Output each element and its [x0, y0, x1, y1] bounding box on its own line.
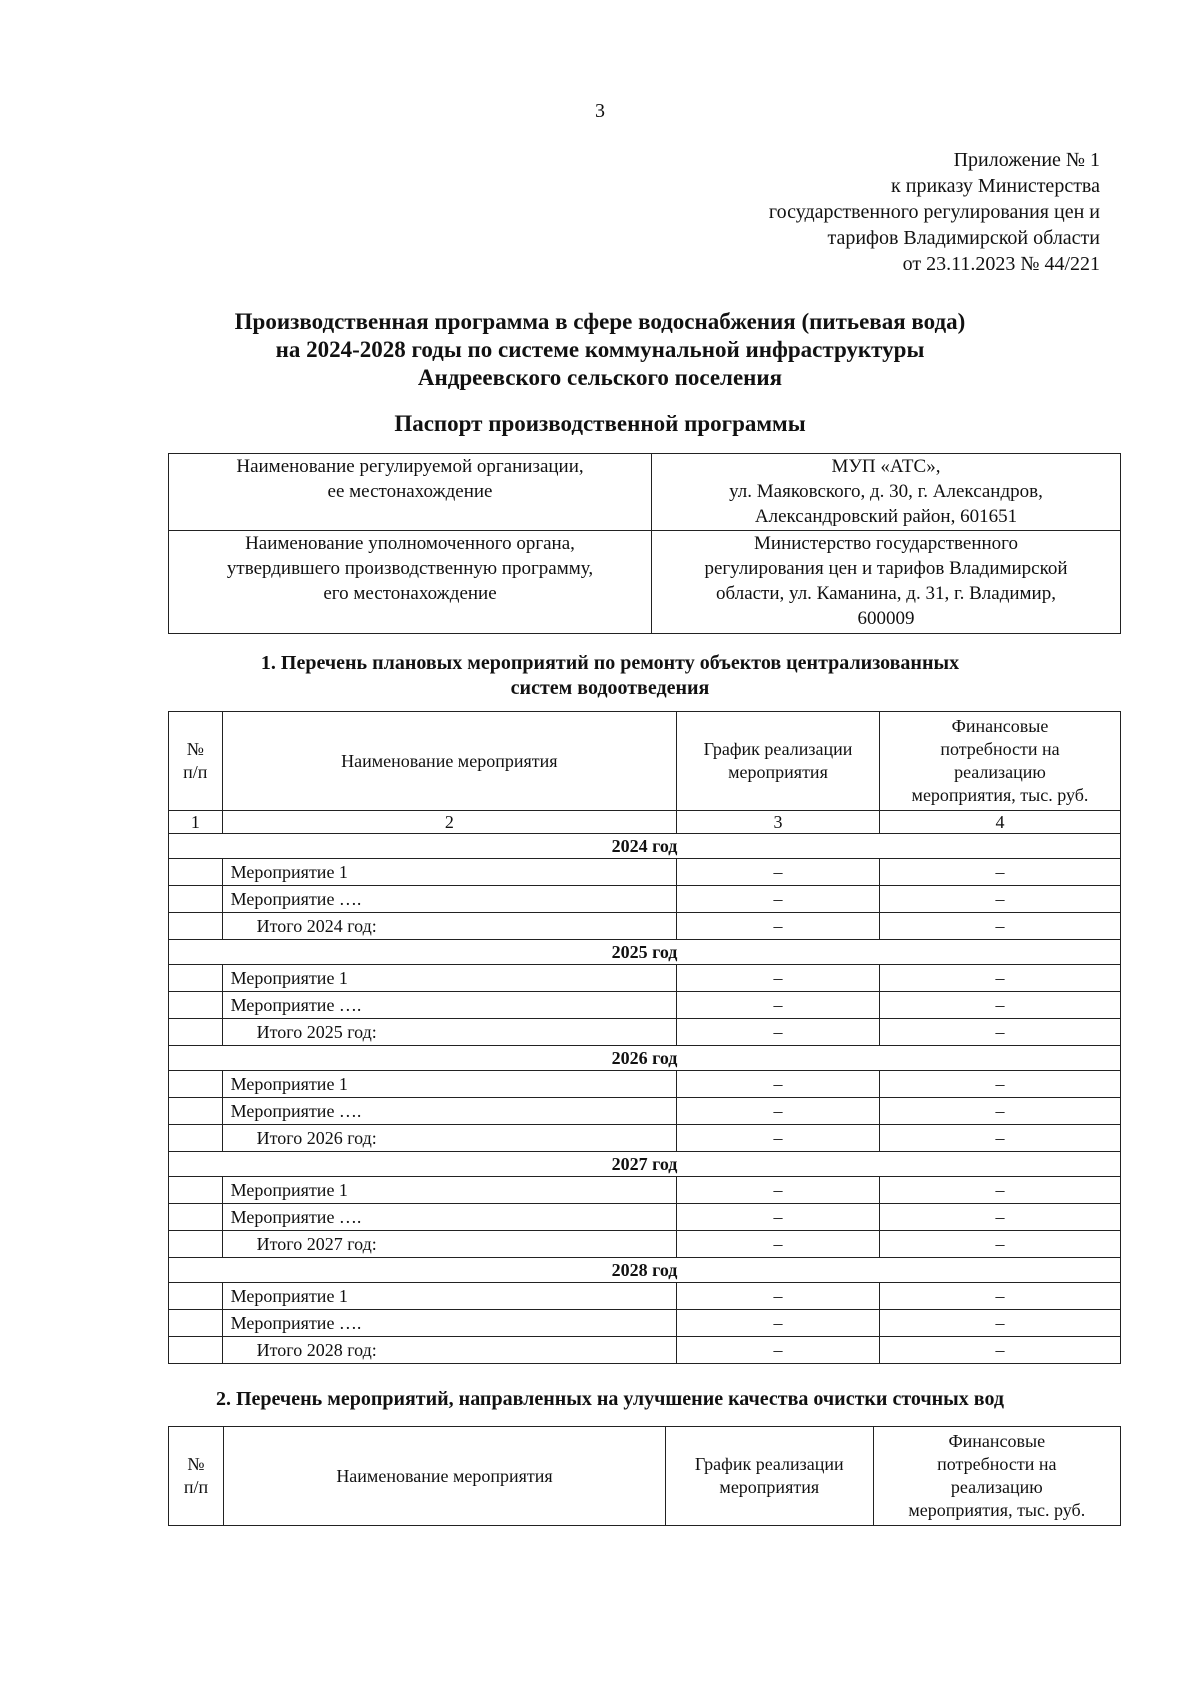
event-name: Мероприятие ….	[222, 1310, 676, 1337]
event-name: Мероприятие ….	[222, 1098, 676, 1125]
row-number-cell	[169, 1098, 223, 1125]
column-number: 1	[169, 811, 223, 834]
finance-cell: –	[879, 1283, 1120, 1310]
row-number-cell	[169, 859, 223, 886]
repair-events-body	[169, 834, 1121, 1364]
schedule-cell: –	[677, 1310, 880, 1337]
row-number-cell	[169, 1204, 223, 1231]
table-row	[169, 886, 1121, 913]
finance-cell: –	[879, 1177, 1120, 1204]
table-row	[169, 992, 1121, 1019]
year-label: 2027 год	[169, 1152, 1121, 1177]
year-label: 2028 год	[169, 1258, 1121, 1283]
total-label: Итого 2028 год:	[222, 1337, 676, 1364]
schedule-cell: –	[677, 859, 880, 886]
finance-cell: –	[879, 965, 1120, 992]
quality-events-table	[168, 1426, 1121, 1526]
table-row	[169, 1098, 1121, 1125]
total-label: Итого 2024 год:	[222, 913, 676, 940]
event-name: Мероприятие 1	[222, 1283, 676, 1310]
header-name: Наименование мероприятия	[224, 1427, 666, 1526]
finance-cell: –	[879, 1019, 1120, 1046]
row-number-cell	[169, 886, 223, 913]
passport-text: утвердившего производственную программу,	[226, 558, 594, 579]
header-finance: Финансовые потребности на реализацию мероприятия, тыс. руб.	[879, 712, 1120, 811]
finance-cell: –	[879, 1204, 1120, 1231]
passport-label-cell	[169, 454, 652, 531]
schedule-cell: –	[677, 1204, 880, 1231]
year-label: 2025 год	[169, 940, 1121, 965]
passport-row	[169, 454, 1121, 531]
event-name: Мероприятие 1	[222, 1071, 676, 1098]
table-row	[169, 1125, 1121, 1152]
year-row	[169, 1258, 1121, 1283]
finance-cell: –	[879, 1071, 1120, 1098]
passport-value-cell	[652, 531, 1121, 634]
passport-value-cell	[652, 454, 1121, 531]
header-num: № п/п	[169, 1427, 224, 1526]
passport-label-cell	[169, 531, 652, 634]
document-title-line: Производственная программа в сфере водоснабжения (питьевая вода)	[234, 309, 966, 334]
schedule-cell: –	[677, 1125, 880, 1152]
passport-table	[168, 453, 1121, 634]
schedule-cell: –	[677, 1019, 880, 1046]
document-title	[120, 308, 1080, 392]
table-row	[169, 859, 1121, 886]
row-number-cell	[169, 1071, 223, 1098]
schedule-cell: –	[677, 1337, 880, 1364]
appendix-block	[580, 147, 1100, 277]
schedule-cell: –	[677, 965, 880, 992]
finance-cell: –	[879, 1337, 1120, 1364]
appendix-line: тарифов Владимирской области	[827, 227, 1100, 249]
event-name: Мероприятие ….	[222, 1204, 676, 1231]
passport-title: Паспорт производственной программы	[394, 411, 806, 436]
schedule-cell: –	[677, 1231, 880, 1258]
appendix-line: государственного регулирования цен и	[768, 201, 1100, 223]
section-title-line: систем водоотведения	[510, 677, 710, 699]
passport-text: регулирования цен и тарифов Владимирской	[704, 558, 1068, 579]
section-2-title: 2. Перечень мероприятий, направленных на улучшение качества очистки сточных вод	[216, 1388, 1004, 1410]
year-label: 2026 год	[169, 1046, 1121, 1071]
total-label: Итого 2025 год:	[222, 1019, 676, 1046]
row-number-cell	[169, 1231, 223, 1258]
event-name: Мероприятие 1	[222, 965, 676, 992]
appendix-line: к приказу Министерства	[891, 175, 1100, 197]
table-header-row	[169, 1427, 1121, 1526]
column-number: 3	[677, 811, 880, 834]
finance-cell: –	[879, 886, 1120, 913]
table-row	[169, 1071, 1121, 1098]
row-number-cell	[169, 1337, 223, 1364]
passport-text: МУП «АТС»,	[831, 456, 941, 477]
event-name: Мероприятие ….	[222, 992, 676, 1019]
schedule-cell: –	[677, 992, 880, 1019]
event-name: Мероприятие ….	[222, 886, 676, 913]
column-number-row	[169, 811, 1121, 834]
event-name: Мероприятие 1	[222, 859, 676, 886]
table-row	[169, 1177, 1121, 1204]
header-schedule: График реализации мероприятия	[677, 712, 880, 811]
finance-cell: –	[879, 913, 1120, 940]
table-row	[169, 913, 1121, 940]
table-row	[169, 1019, 1121, 1046]
row-number-cell	[169, 992, 223, 1019]
schedule-cell: –	[677, 1098, 880, 1125]
row-number-cell	[169, 1019, 223, 1046]
passport-row	[169, 531, 1121, 634]
schedule-cell: –	[677, 886, 880, 913]
year-label: 2024 год	[169, 834, 1121, 859]
year-row	[169, 940, 1121, 965]
table-row	[169, 965, 1121, 992]
row-number-cell	[169, 1310, 223, 1337]
event-name: Мероприятие 1	[222, 1177, 676, 1204]
page-number: 3	[595, 100, 605, 122]
section-1-title	[120, 651, 1100, 701]
schedule-cell: –	[677, 1283, 880, 1310]
passport-text: его местонахождение	[323, 583, 497, 604]
schedule-cell: –	[677, 1071, 880, 1098]
row-number-cell	[169, 1125, 223, 1152]
finance-cell: –	[879, 1125, 1120, 1152]
passport-text: ул. Маяковского, д. 30, г. Александров,	[729, 481, 1043, 502]
passport-text: Наименование уполномоченного органа,	[245, 533, 575, 554]
passport-text: 600009	[857, 608, 915, 629]
passport-text: ее местонахождение	[327, 481, 493, 502]
passport-text: Александровский район, 601651	[754, 506, 1018, 527]
table-row	[169, 1337, 1121, 1364]
row-number-cell	[169, 965, 223, 992]
year-row	[169, 1046, 1121, 1071]
table-header-row	[169, 712, 1121, 811]
finance-cell: –	[879, 859, 1120, 886]
table-row	[169, 1283, 1121, 1310]
appendix-line: от 23.11.2023 № 44/221	[902, 253, 1100, 275]
header-finance: Финансовые потребности на реализацию мероприятия, тыс. руб.	[873, 1427, 1120, 1526]
section-title-line: 1. Перечень плановых мероприятий по ремонту объектов централизованных	[260, 652, 960, 674]
repair-events-table	[168, 711, 1121, 1364]
finance-cell: –	[879, 1098, 1120, 1125]
passport-text: Наименование регулируемой организации,	[236, 456, 584, 477]
year-row	[169, 834, 1121, 859]
schedule-cell: –	[677, 913, 880, 940]
document-title-line: на 2024-2028 годы по системе коммунальной инфраструктуры	[275, 337, 925, 362]
table-row	[169, 1231, 1121, 1258]
passport-text: Министерство государственного	[754, 533, 1018, 554]
passport-text: области, ул. Каманина, д. 31, г. Владимир,	[716, 583, 1056, 604]
table-row	[169, 1204, 1121, 1231]
finance-cell: –	[879, 1310, 1120, 1337]
row-number-cell	[169, 1283, 223, 1310]
finance-cell: –	[879, 992, 1120, 1019]
appendix-line: Приложение № 1	[953, 149, 1100, 171]
year-row	[169, 1152, 1121, 1177]
total-label: Итого 2027 год:	[222, 1231, 676, 1258]
total-label: Итого 2026 год:	[222, 1125, 676, 1152]
schedule-cell: –	[677, 1177, 880, 1204]
row-number-cell	[169, 1177, 223, 1204]
document-title-line: Андреевского сельского поселения	[417, 365, 783, 390]
header-schedule: График реализации мероприятия	[665, 1427, 873, 1526]
table-row	[169, 1310, 1121, 1337]
column-number: 2	[222, 811, 676, 834]
finance-cell: –	[879, 1231, 1120, 1258]
header-name: Наименование мероприятия	[222, 712, 676, 811]
column-number: 4	[879, 811, 1120, 834]
header-num: № п/п	[169, 712, 223, 811]
row-number-cell	[169, 913, 223, 940]
